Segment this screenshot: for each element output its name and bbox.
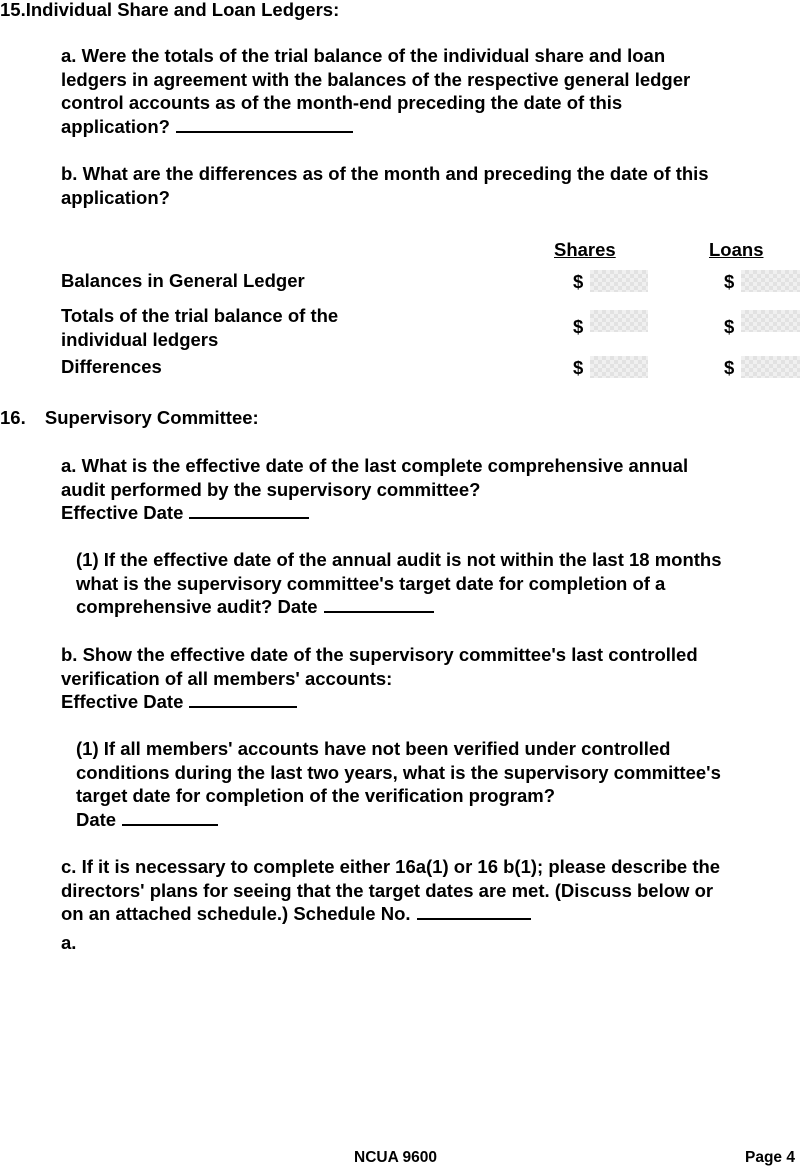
question-15a-line: a. Were the totals of the trial balance of the individual share and loan [61,45,666,66]
section-15-title: Individual Share and Loan Ledgers: [25,0,340,20]
question-16c-line: on an attached schedule.) Schedule No. [61,902,720,926]
question-16a [61,454,688,525]
question-16b1-line: (1) If all members' accounts have not been verified under controlled [76,738,671,759]
form-number: NCUA 9600 [354,1149,437,1166]
currency-sign: $ [724,316,735,337]
row-label-differences: Differences [61,356,162,377]
loans-trial-balance-field[interactable] [741,310,800,332]
section-16-heading [0,406,259,430]
question-16b [61,643,698,714]
column-header-shares: Shares [554,239,616,260]
effective-date-16b-blank[interactable] [189,705,297,708]
question-16c-line: directors' plans for seeing that the target dates are met. (Discuss below or [61,879,714,901]
row-label-balances-general-ledger: Balances in General Ledger [61,270,305,291]
row-label-trial-balance-totals: Totals of the trial balance of the individual ledgers [61,305,339,350]
question-16b1-line: target date for completion of the verification program? [76,785,555,806]
question-16a1-line: what is the supervisory committee's target date for completion of a [76,572,666,594]
answer-16a-label: a. [61,932,77,953]
currency-sign: $ [573,357,584,378]
question-15a [61,44,690,138]
question-16b1-line: Date [76,808,721,832]
schedule-number-blank[interactable] [417,917,531,920]
shares-balance-field[interactable] [590,270,648,292]
section-15-heading [0,0,339,22]
question-16c [61,855,720,926]
column-header-loans: Loans [709,239,764,260]
answer-15a-blank[interactable] [176,130,353,133]
question-16a-line: a. What is the effective date of the last complete comprehensive annual [61,455,689,476]
shares-differences-field[interactable] [590,356,648,378]
question-16b1-line: conditions during the last two years, what is the supervisory committee's [76,761,721,783]
currency-sign: $ [724,271,735,292]
section-16-title: Supervisory Committee: [44,407,259,428]
question-16a1 [76,548,722,619]
question-16c-line: c. If it is necessary to complete either 16a(1) or 16 b(1); please describe the [61,856,721,877]
question-16b-line: Effective Date [61,690,698,714]
question-15b [61,162,709,209]
currency-sign: $ [573,271,584,292]
section-16-number: 16. [0,407,26,428]
question-15a-line: ledgers in agreement with the balances of the respective general ledger [61,68,691,90]
question-15a-line: control accounts as of the month-end preceding the date of this [61,92,623,113]
question-15b-line: application? [61,186,170,208]
section-15-number: 15. [0,0,26,20]
question-16b-line: b. Show the effective date of the supervisory committee's last controlled [61,644,698,665]
effective-date-16a-blank[interactable] [189,516,309,519]
currency-sign: $ [724,357,735,378]
currency-sign: $ [573,316,584,337]
question-15a-line: application? [61,115,690,139]
page-number: Page 4 [745,1149,795,1166]
question-16a-line: audit performed by the supervisory committee? [61,478,481,500]
question-16a1-line: comprehensive audit? Date [76,595,722,619]
question-15b-line: b. What are the differences as of the month and preceding the date of this [61,163,709,184]
shares-trial-balance-field[interactable] [590,310,648,332]
question-16a-line: Effective Date [61,501,688,525]
target-date-16b1-blank[interactable] [122,823,218,826]
question-16b-line: verification of all members' accounts: [61,667,393,689]
loans-differences-field[interactable] [741,356,800,378]
question-16a1-line: (1) If the effective date of the annual audit is not within the last 18 months [76,549,722,570]
target-date-16a1-blank[interactable] [324,610,434,613]
question-16b1 [76,737,721,831]
loans-balance-field[interactable] [741,270,800,292]
